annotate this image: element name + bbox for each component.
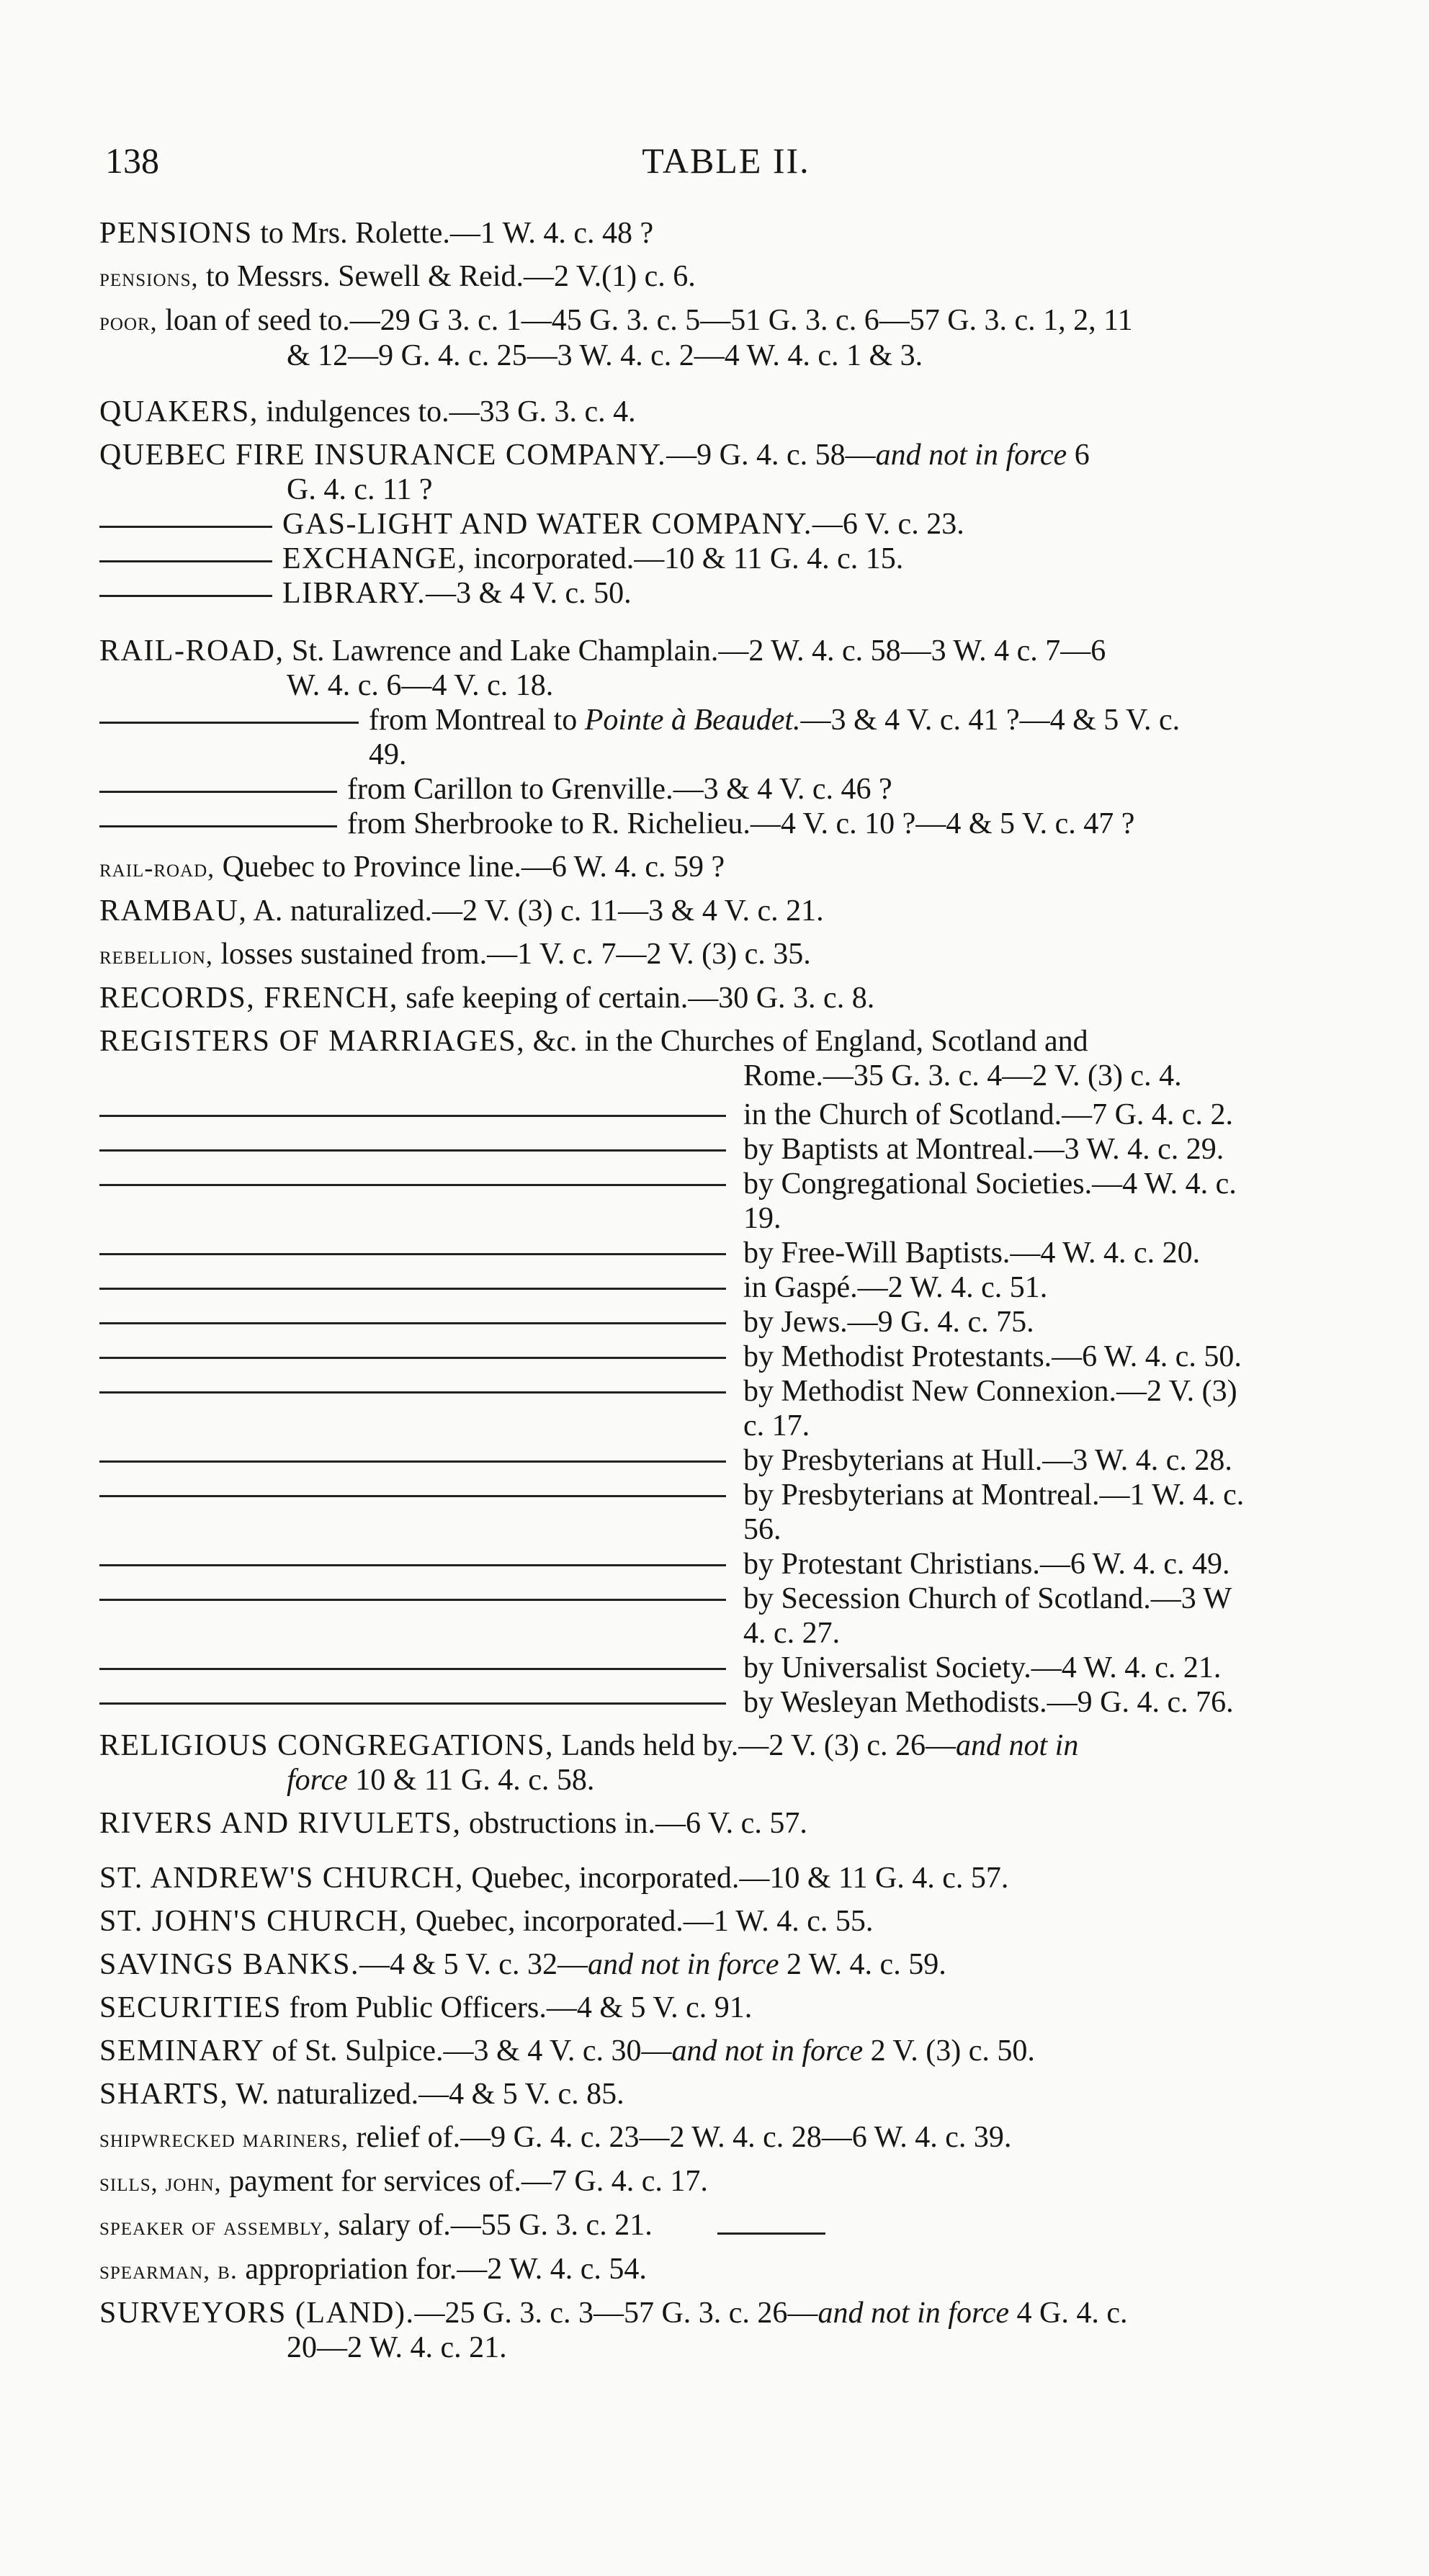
entry-text: payment for services of.—7 G. 4. c. 17. [221,2165,708,2198]
entry-after: 2 V. (3) c. 50. [863,2034,1035,2068]
ditto-rule [99,1685,726,1705]
entry-rambau [99,894,1354,928]
register-sub-item [99,1339,1354,1374]
register-sub-continuation: 4. c. 27. [743,1617,841,1650]
entry-head: SEMINARY [99,2034,265,2068]
entry-poor [99,303,1354,373]
entry-text: —9 G. 4. c. 58— [666,439,876,472]
entry-after: 6 [1067,439,1090,472]
page-header [99,135,1353,193]
entry-railroad [99,634,1354,703]
entry-continuation: G. 4. c. 11 ? [287,473,433,506]
entry-head: rail-road, [99,853,215,882]
entry-head: ST. JOHN'S CHURCH, [99,1905,408,1938]
register-sub-text: in the Church of Scotland.—7 G. 4. c. 2. [743,1098,1234,1131]
entry-text: Quebec, incorporated.—10 & 11 G. 4. c. 57. [463,1862,1009,1895]
trailing-rule [717,2218,825,2235]
entry-head: QUAKERS, [99,395,259,428]
entry-sills [99,2164,1354,2199]
entry-italic: and not in force [587,1948,779,1981]
ditto-rule [99,1305,726,1324]
entry-text: of St. Sulpice.—3 & 4 V. c. 30— [264,2034,672,2068]
entry-shipwrecked [99,2120,1354,2155]
entry-text: St. Lawrence and Lake Champlain.—2 W. 4. c. 58—3 W. 4 c. 7—6 [284,634,1106,668]
entry-quebec-fire [99,438,1354,507]
ditto-rule [99,1547,726,1566]
ditto-rule [99,807,337,827]
entry-head: RELIGIOUS CONGREGATIONS, [99,1729,554,1762]
entry-head: RAIL-ROAD, [99,634,285,668]
ditto-rule [99,1236,726,1255]
ditto-rule [99,576,272,597]
ditto-rule [99,1443,726,1463]
register-sub-text: by Universalist Society.—4 W. 4. c. 21. [743,1651,1222,1684]
entry-head: RECORDS, FRENCH, [99,982,398,1015]
entry-text: from Public Officers.—4 & 5 V. c. 91. [282,1991,753,2024]
entry-savings [99,1947,1354,1982]
register-sub-item [99,1581,1354,1651]
entry-religious [99,1728,1354,1798]
entry-after: 2 W. 4. c. 59. [779,1948,946,1981]
entry-securities [99,1991,1354,2025]
entry-head: PENSIONS [99,217,253,250]
entry-head: SECURITIES [99,1991,282,2024]
register-sub-item [99,1374,1354,1443]
entry-text: W. naturalized.—4 & 5 V. c. 85. [228,2078,624,2111]
entry-continuation: 20—2 W. 4. c. 21. [287,2331,507,2364]
entry-text: Quebec to Province line.—6 W. 4. c. 59 ? [215,851,725,884]
ditto-rule [99,1651,726,1670]
entry-text: from Carillon to Grenville.—3 & 4 V. c. 46 ? [347,773,892,806]
entry-head: REGISTERS OF MARRIAGES, [99,1025,526,1058]
entry-continuation-italic: force [287,1764,348,1797]
register-sub-continuation: 56. [743,1513,781,1546]
entry-head: pensions, [99,263,199,292]
entry-text: to Mrs. Rolette.—1 W. 4. c. 48 ? [252,217,654,250]
railroad-sub-montreal [99,703,1354,772]
page-number: 138 [105,140,159,181]
register-sub-continuation: 19. [743,1202,781,1235]
entry-head: QUEBEC FIRE INSURANCE COMPANY. [99,439,667,472]
quebec-sub-gas [99,507,1354,542]
entry-head: spearman, b. [99,2256,238,2284]
entry-text: obstructions in.—6 V. c. 57. [461,1807,807,1840]
entry-italic: and not in force [671,2034,864,2068]
entry-text: —4 & 5 V. c. 32— [359,1948,588,1981]
register-sub-text: by Presbyterians at Montreal.—1 W. 4. c. [743,1478,1245,1512]
entry-text: indulgences to.—33 G. 3. c. 4. [258,395,636,428]
entry-text: —3 & 4 V. c. 50. [426,577,632,610]
entry-italic: and not in force [817,2297,1010,2330]
entry-continuation: 49. [369,738,407,771]
entry-text: &c. in the Churches of England, Scotland and [525,1025,1088,1058]
index-body [99,216,1354,2374]
entry-head: RIVERS AND RIVULETS, [99,1807,462,1840]
register-sub-item [99,1305,1354,1339]
entry-continuation: W. 4. c. 6—4 V. c. 18. [287,669,554,702]
entry-surveyors [99,2296,1354,2365]
ditto-rule [99,1581,726,1601]
register-sub-text: in Gaspé.—2 W. 4. c. 51. [743,1271,1048,1304]
register-sub-continuation: c. 17. [743,1409,810,1442]
entry-after: —3 & 4 V. c. 41 ?—4 & 5 V. c. [800,704,1181,737]
entry-text: from Montreal to [369,704,585,737]
entry-records [99,981,1354,1015]
entry-speaker [99,2208,1354,2243]
entry-st-andrew [99,1861,1354,1895]
ditto-rule [99,772,337,793]
register-sub-item [99,1651,1354,1685]
quebec-sub-exchange [99,542,1354,576]
entry-text: to Messrs. Sewell & Reid.—2 V.(1) c. 6. [198,260,696,293]
entry-text: A. naturalized.—2 V. (3) c. 11—3 & 4 V. c. 21. [247,894,824,928]
ditto-rule [99,703,359,724]
ditto-rule [99,1478,726,1497]
entry-rivers [99,1806,1354,1841]
entry-head: poor, [99,307,158,336]
page-title: TABLE II. [642,140,810,181]
register-sub-text: by Baptists at Montreal.—3 W. 4. c. 29. [743,1133,1224,1166]
ditto-rule [99,1098,726,1117]
entry-text: from Sherbrooke to R. Richelieu.—4 V. c. 10 ?—4 & 5 V. c. 47 ? [347,807,1135,840]
entry-head: sills, john, [99,2168,222,2196]
ditto-rule [99,542,272,562]
railroad-sub-carillon [99,772,1354,807]
entry-continuation: 10 & 11 G. 4. c. 58. [347,1764,595,1797]
register-sub-item [99,1167,1354,1236]
entry-italic: and not in [956,1729,1079,1762]
register-sub-item [99,1443,1354,1478]
register-sub-text: by Protestant Christians.—6 W. 4. c. 49. [743,1548,1230,1581]
entry-text: incorporated.—10 & 11 G. 4. c. 15. [465,542,904,575]
register-sub-text: by Methodist Protestants.—6 W. 4. c. 50. [743,1340,1242,1373]
entry-head: shipwrecked mariners, [99,2124,349,2153]
entry-st-john [99,1904,1354,1939]
entry-continuation: & 12—9 G. 4. c. 25—3 W. 4. c. 2—4 W. 4. c. 1 & 3. [287,339,923,372]
entry-text: loan of seed to.—29 G 3. c. 1—45 G. 3. c. 5—51 G. 3. c. 6—57 G. 3. c. 1, 2, 11 [157,304,1133,337]
entry-text: —25 G. 3. c. 3—57 G. 3. c. 26— [414,2297,818,2330]
entry-head: RAMBAU, [99,894,248,928]
register-sub-text: by Jews.—9 G. 4. c. 75. [743,1306,1034,1339]
register-sub-item [99,1547,1354,1581]
entry-head: rebellion, [99,941,213,969]
ditto-rule [99,1167,726,1186]
entry-after: 4 G. 4. c. [1009,2297,1128,2330]
entry-pensions-sewell [99,259,1354,295]
entry-italic: Pointe à Beaudet. [584,704,801,737]
register-sub-text: by Presbyterians at Hull.—3 W. 4. c. 28. [743,1444,1232,1477]
ditto-rule [99,1339,726,1359]
entry-head: SURVEYORS (LAND). [99,2297,415,2330]
entry-railroad-quebec [99,850,1354,885]
entry-text: losses sustained from.—1 V. c. 7—2 V. (3) c. 35. [212,938,811,971]
entry-seminary [99,2034,1354,2068]
entry-italic: and not in force [875,439,1067,472]
entry-head: SHARTS, [99,2078,229,2111]
entry-head: LIBRARY. [282,577,426,610]
quebec-sub-library [99,576,1354,611]
entry-pensions-rolette [99,216,1354,251]
register-sub-item [99,1236,1354,1270]
ditto-rule [99,507,272,528]
register-sub-text: by Secession Church of Scotland.—3 W [743,1582,1232,1615]
register-sub-text: by Wesleyan Methodists.—9 G. 4. c. 76. [743,1686,1234,1719]
register-sub-item [99,1132,1354,1167]
entry-text: salary of.—55 G. 3. c. 21. [330,2209,653,2242]
entry-text: relief of.—9 G. 4. c. 23—2 W. 4. c. 28—6 W. 4. c. 39. [348,2121,1012,2154]
entry-text: appropriation for.—2 W. 4. c. 54. [237,2253,647,2286]
railroad-sub-sherbrooke [99,807,1354,841]
entry-head: ST. ANDREW'S CHURCH, [99,1862,464,1895]
entry-head: speaker of assembly, [99,2212,331,2240]
entry-text: Lands held by.—2 V. (3) c. 26— [554,1729,956,1762]
ditto-rule [99,1132,726,1152]
entry-quakers [99,395,1354,429]
entry-head: SAVINGS BANKS. [99,1948,359,1981]
register-sub-text: by Free-Will Baptists.—4 W. 4. c. 20. [743,1237,1201,1270]
entry-text: Quebec, incorporated.—1 W. 4. c. 55. [408,1905,874,1938]
register-sub-item [99,1098,1354,1132]
registers-sublist [99,1098,1354,1720]
register-sub-item [99,1270,1354,1305]
entry-text: safe keeping of certain.—30 G. 3. c. 8. [398,982,875,1015]
register-sub-item [99,1478,1354,1547]
entry-sharts [99,2077,1354,2111]
ditto-rule [99,1270,726,1290]
entry-registers [99,1024,1354,1093]
register-sub-text: by Congregational Societies.—4 W. 4. c. [743,1167,1237,1201]
entry-rebellion [99,937,1354,972]
entry-text: —6 V. c. 23. [812,508,964,541]
entry-continuation: Rome.—35 G. 3. c. 4—2 V. (3) c. 4. [743,1059,1182,1092]
entry-head: EXCHANGE, [282,542,466,575]
entry-spearman [99,2252,1354,2287]
ditto-rule [99,1374,726,1394]
entry-head: GAS-LIGHT AND WATER COMPANY. [282,508,812,541]
register-sub-text: by Methodist New Connexion.—2 V. (3) [743,1375,1237,1408]
register-sub-item [99,1685,1354,1720]
